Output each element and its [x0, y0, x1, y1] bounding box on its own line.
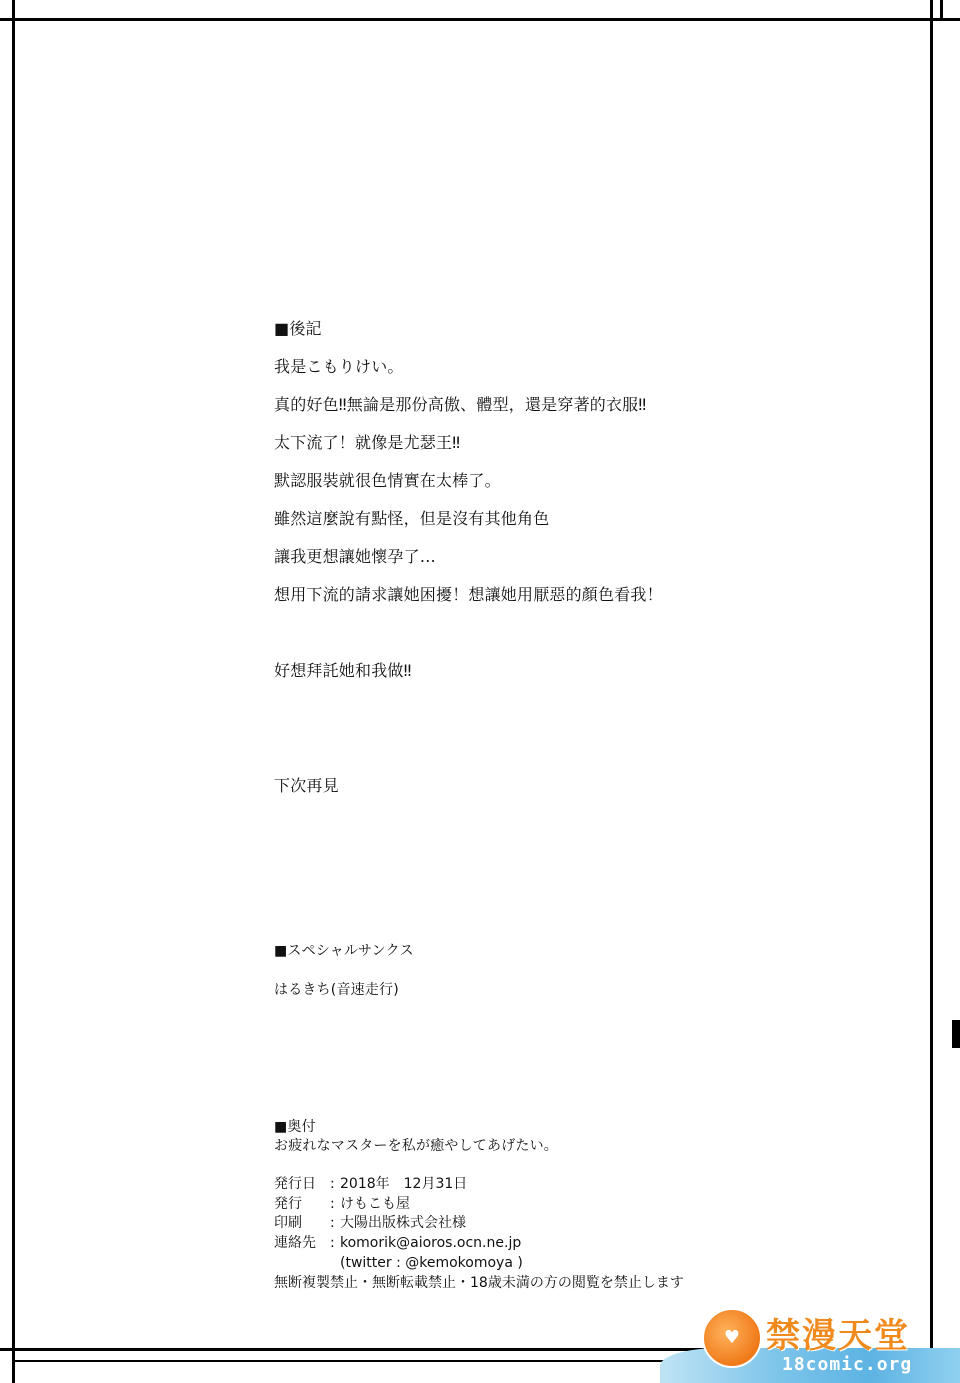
colophon-heading: ■奥付 [274, 1119, 316, 1135]
colophon-key: 発行 [274, 1196, 302, 1212]
frame-right-line [930, 0, 933, 1383]
afterword-line-extra: 好想拜託她和我做‼ [274, 661, 412, 680]
special-thanks-heading: ■スペシャルサンクス [274, 943, 414, 959]
watermark-subtitle: 18comic.org [782, 1354, 913, 1375]
colophon-key: 連絡先 [274, 1235, 316, 1251]
frame-top-right-line [940, 0, 943, 18]
colophon-row: 発行 : けもこも屋 [274, 1196, 410, 1212]
colophon-twitter[interactable]: (twitter : @kemokomoya ) [340, 1255, 523, 1271]
afterword-line: 想用下流的請求讓她困擾！想讓她用厭惡的顏色看我！ [274, 585, 663, 604]
colophon-key: 印刷 [274, 1215, 302, 1231]
frame-right-notch [952, 1020, 960, 1048]
special-thanks-name: はるきち(音速走行) [274, 982, 399, 998]
colophon-contact-email[interactable]: komorik@aioros.ocn.ne.jp [340, 1235, 522, 1251]
colophon-title: お疲れなマスターを私が癒やしてあげたい。 [274, 1138, 558, 1154]
afterword-line: 讓我更想讓她懷孕了… [274, 547, 437, 566]
afterword-line: 雖然這麼說有點怪，但是沒有其他角色 [274, 509, 550, 528]
frame-top-line [0, 18, 960, 21]
colophon-row: 発行日 : 2018年 12月31日 [274, 1176, 468, 1192]
colophon-row: 印刷 : 大陽出版株式会社様 [274, 1215, 466, 1231]
afterword-line: 太下流了！就像是尤瑟王‼ [274, 433, 461, 452]
colophon-value: 大陽出版株式会社様 [340, 1215, 466, 1231]
afterword-line: 默認服裝就很色情實在太棒了。 [274, 471, 501, 490]
colophon-row: 連絡先 : komorik@aioros.ocn.ne.jp [274, 1235, 522, 1251]
afterword-closing: 下次再見 [274, 776, 339, 795]
watermark [660, 1300, 960, 1383]
afterword-line: 真的好色‼無論是那份高傲、體型，還是穿著的衣服‼ [274, 395, 647, 414]
colophon-notice: 無断複製禁止・無断転載禁止・18歳未満の方の閲覧を禁止します [274, 1275, 684, 1291]
afterword-heading: ■後記 [274, 319, 322, 338]
heart-icon: ♥ [723, 1327, 741, 1348]
watermark-logo [702, 1308, 762, 1368]
colophon-value: けもこも屋 [340, 1196, 410, 1212]
colophon-value: 2018年 12月31日 [340, 1176, 468, 1192]
colophon-key: 発行日 [274, 1176, 316, 1192]
afterword-line: 我是こもりけい。 [274, 357, 404, 376]
frame-left-line [12, 0, 15, 1383]
watermark-title: 禁漫天堂 [766, 1316, 910, 1356]
